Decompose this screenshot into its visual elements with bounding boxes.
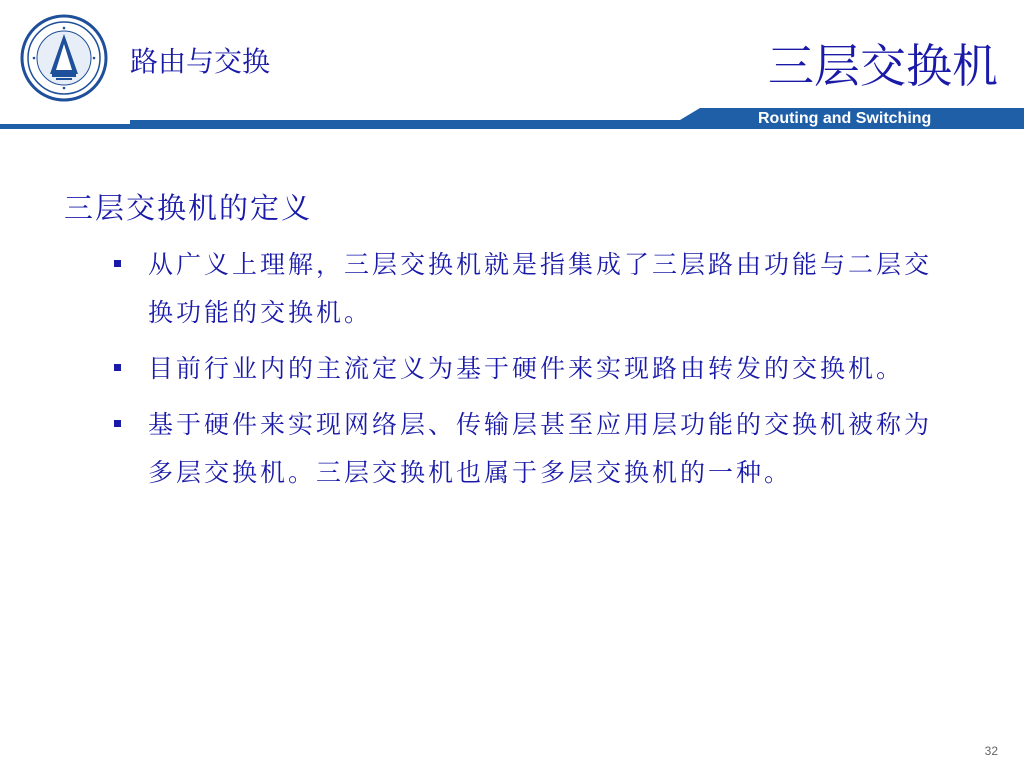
square-bullet-icon — [114, 420, 121, 427]
slide-title: 三层交换机 — [768, 39, 998, 93]
section-heading: 三层交换机的定义 — [64, 191, 313, 225]
bullet-text: 基于硬件来实现网络层、传输层甚至应用层功能的交换机被称为多层交换机。三层交换机也属于多层交换机的一种。 — [148, 410, 933, 487]
subtitle: Routing and Switching — [758, 110, 932, 127]
page-number: 32 — [984, 744, 998, 758]
bullet-item — [112, 345, 948, 393]
bullet-text: 目前行业内的主流定义为基于硬件来实现路由转发的交换机。 — [148, 354, 905, 383]
bullet-list — [64, 241, 964, 497]
bullet-item — [112, 401, 948, 497]
bullet-text: 从广义上理解，三层交换机就是指集成了三层路由功能与二层交换功能的交换机。 — [148, 250, 933, 327]
course-title: 路由与交换 — [130, 45, 271, 78]
square-bullet-icon — [114, 364, 121, 371]
square-bullet-icon — [114, 260, 121, 267]
university-seal-icon — [20, 14, 108, 102]
slide-content — [64, 186, 964, 505]
bullet-item — [112, 241, 948, 337]
